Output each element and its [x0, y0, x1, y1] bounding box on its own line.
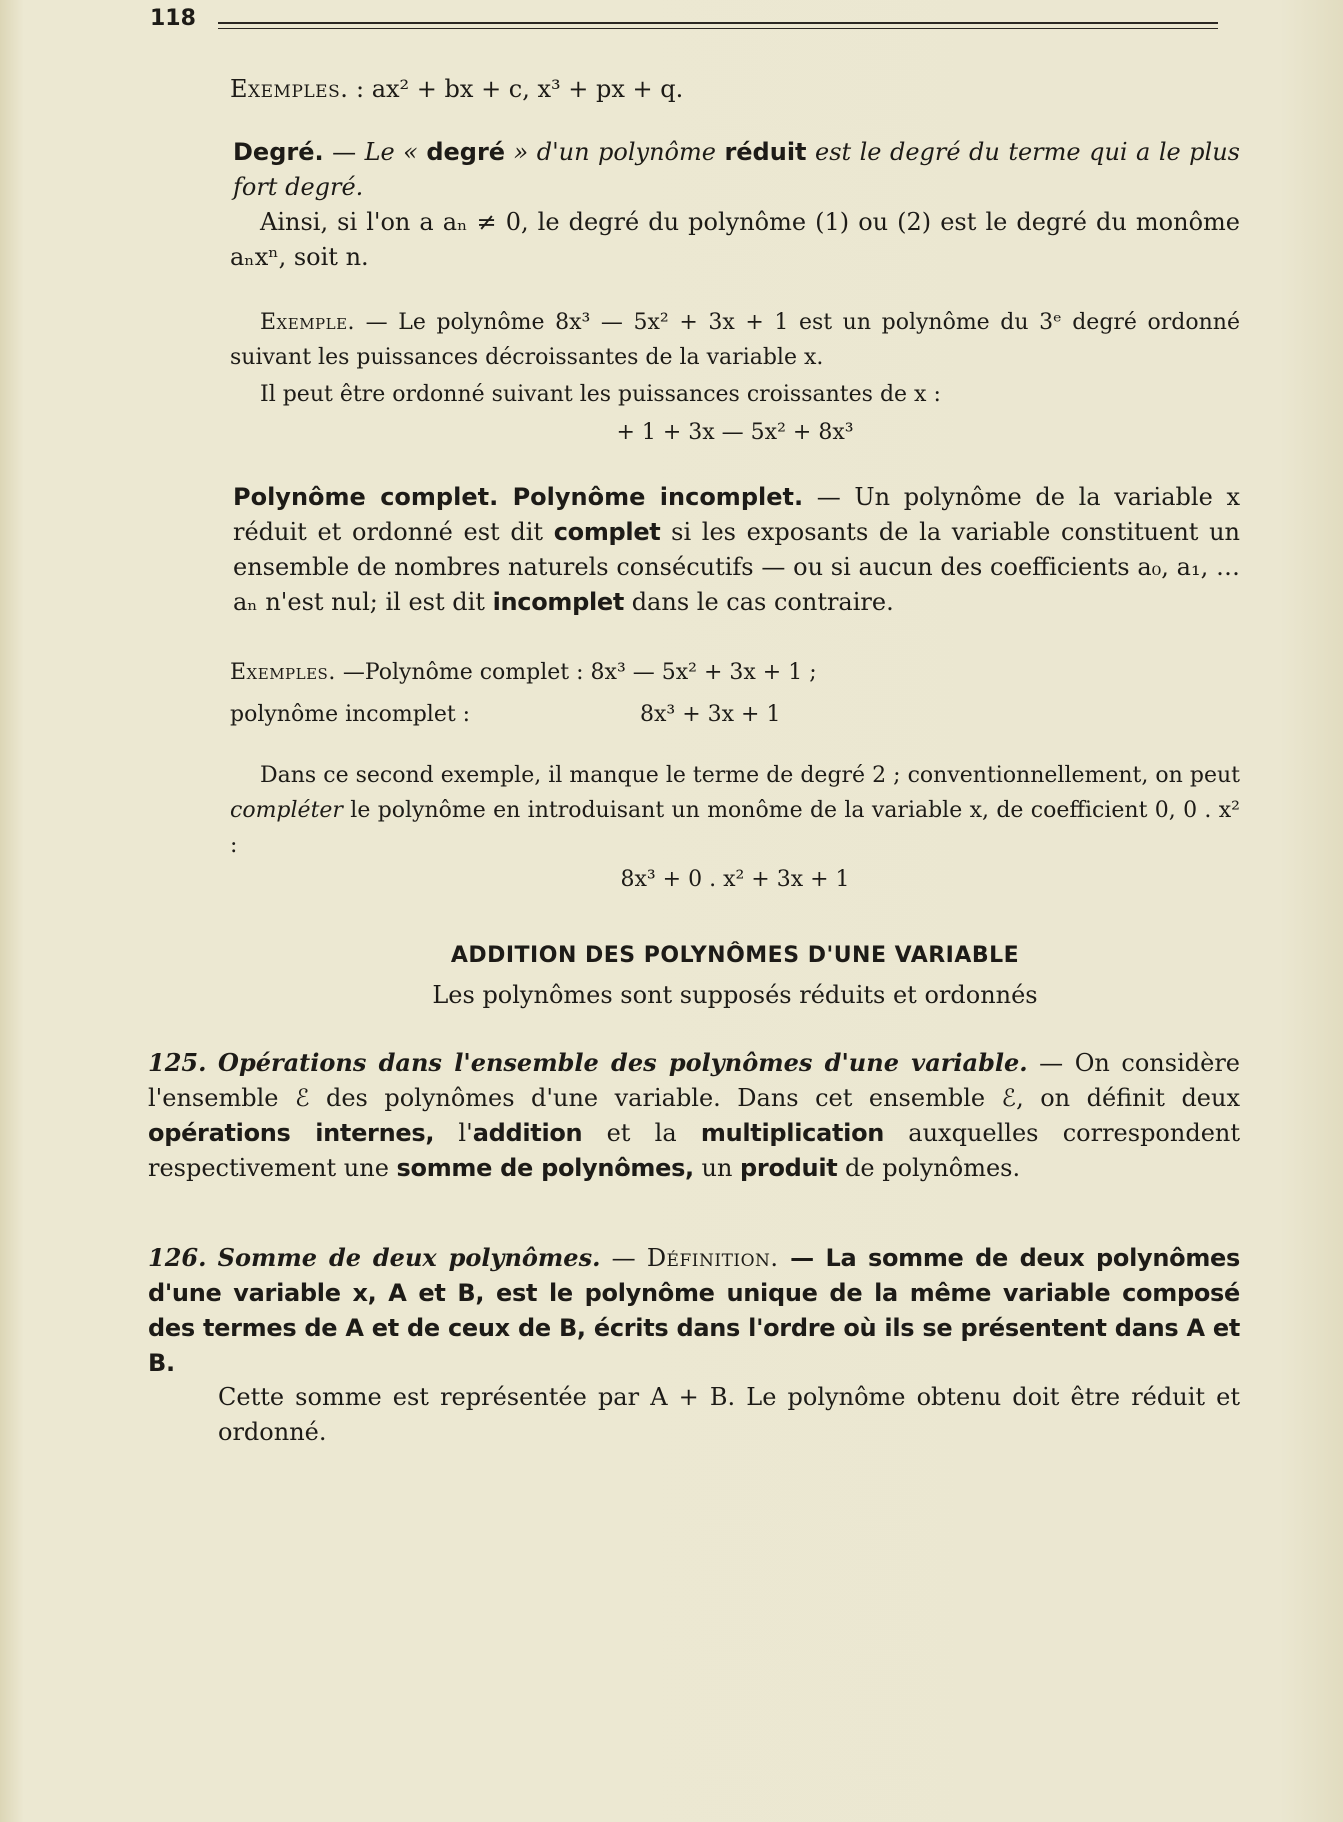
- p125-text-2: l': [434, 1119, 473, 1147]
- degree-dash: —: [323, 138, 365, 166]
- examples-line: [230, 72, 1240, 107]
- p125-bold-5: produit: [740, 1154, 838, 1182]
- page-number: 118: [150, 6, 196, 31]
- degree-text-1: Le «: [364, 138, 427, 166]
- p126-closing: Cette somme est représentée par A + B. Le polynôme obtenu doit être réduit et ordonné.: [218, 1383, 1240, 1446]
- p125-text-4: auxquelles correspondent respectivement une: [148, 1119, 1241, 1182]
- examples-complete-line-1: [230, 655, 1240, 690]
- paragraph-126: [148, 1240, 1240, 1381]
- examples-formulas: : ax² + bx + c, x³ + px + q.: [348, 75, 684, 103]
- section-subtitle: Les polynômes sont supposés réduits et ordonnés: [432, 981, 1038, 1009]
- p126-definition-text: — La somme de deux polynômes d'une variable x, A et B, est le polynôme unique de la même variable composé des termes de A et de ceux de B, écrits dans l'ordre où ils se présentent dans A et B.: [148, 1244, 1240, 1377]
- p126-title: Somme de deux polynômes.: [217, 1243, 601, 1272]
- examples-complete-line-2: [230, 697, 1240, 732]
- complete-text-1: — Un polynôme de la variable x réduit et ordonné est dit: [233, 483, 1240, 546]
- p125-number: 125.: [148, 1048, 207, 1077]
- complete-word-incomplet: incomplet: [492, 588, 625, 616]
- degree-line-2: Ainsi, si l'on a aₙ ≠ 0, le degré du polynôme (1) ou (2) est le degré du monôme aₙxⁿ, soit n.: [230, 208, 1240, 271]
- example-degree-line-2: Il peut être ordonné suivant les puissances croissantes de x :: [260, 382, 941, 407]
- complete-heading: Polynôme complet. Polynôme incomplet.: [233, 483, 804, 511]
- explanation-text-2: le polynôme en introduisant un monôme de la variable x, de coefficient 0, 0 . x² :: [230, 798, 1240, 858]
- p125-bold-4: somme de polynômes,: [396, 1154, 694, 1182]
- p126-dash: —: [600, 1244, 647, 1272]
- paragraph-125: [148, 1045, 1240, 1186]
- section-title: ADDITION DES POLYNÔMES D'UNE VARIABLE: [450, 943, 1020, 968]
- header-rule: [218, 22, 1218, 24]
- complete-definition: [233, 480, 1240, 620]
- degree-text-3: est le degré du terme qui a le plus fort degré.: [233, 138, 1240, 201]
- p125-text-3: et la: [582, 1119, 701, 1147]
- degree-definition: [233, 135, 1240, 205]
- complete-word-complet: complet: [553, 518, 661, 546]
- p125-text-5: un: [693, 1154, 741, 1182]
- complete-text-2: si les exposants de la variable constituent un ensemble de nombres naturels consécutifs — ou si aucun des coefficients a₀, a₁, … aₙ n'est nul; il est dit: [233, 518, 1241, 616]
- degree-word-reduit: réduit: [724, 138, 807, 166]
- p126-definition-label: Définition.: [646, 1244, 779, 1272]
- degree-heading: Degré.: [233, 138, 324, 166]
- example-degree-formula: + 1 + 3x — 5x² + 8x³: [616, 420, 854, 445]
- page-header: [150, 6, 1250, 36]
- p126-number: 126.: [148, 1243, 207, 1272]
- complete-text-3: dans le cas contraire.: [624, 588, 894, 616]
- examples-complete-label: Exemples.: [230, 660, 336, 685]
- examples-complete-formula: 8x³ + 0 . x² + 3x + 1: [620, 867, 850, 892]
- example-degree: [230, 305, 1240, 375]
- examples-explanation: [230, 758, 1240, 863]
- degree-text-2: » d'un polynôme: [505, 138, 725, 166]
- header-rule-thin: [218, 28, 1218, 29]
- degree-word-degre: degré: [426, 138, 506, 166]
- p125-text-6: de polynômes.: [837, 1154, 1021, 1182]
- p125-bold-1: opérations internes,: [148, 1119, 435, 1147]
- incomplete-label: polynôme incomplet :: [230, 702, 471, 727]
- examples-label: Exemples.: [230, 75, 349, 103]
- explanation-text-1: Dans ce second exemple, il manque le terme de degré 2 ; conventionnellement, on peut: [260, 763, 1240, 788]
- p125-title: Opérations dans l'ensemble des polynômes d'une variable.: [218, 1048, 1028, 1077]
- example-degree-text: — Le polynôme 8x³ — 5x² + 3x + 1 est un polynôme du 3ᵉ degré ordonné suivant les puissances décroissantes de la variable x.: [230, 310, 1240, 370]
- p125-bold-2: addition: [472, 1119, 583, 1147]
- example-degree-label: Exemple.: [260, 310, 356, 335]
- p125-bold-3: multiplication: [700, 1119, 885, 1147]
- p125-text-1: — On considère l'ensemble ℰ des polynômes d'une variable. Dans cet ensemble ℰ, on définit deux: [148, 1049, 1240, 1112]
- examples-complete-text: —Polynôme complet : 8x³ — 5x² + 3x + 1 ;: [335, 660, 817, 685]
- incomplete-formula: 8x³ + 3x + 1: [640, 702, 781, 727]
- explanation-word-completer: compléter: [230, 798, 343, 823]
